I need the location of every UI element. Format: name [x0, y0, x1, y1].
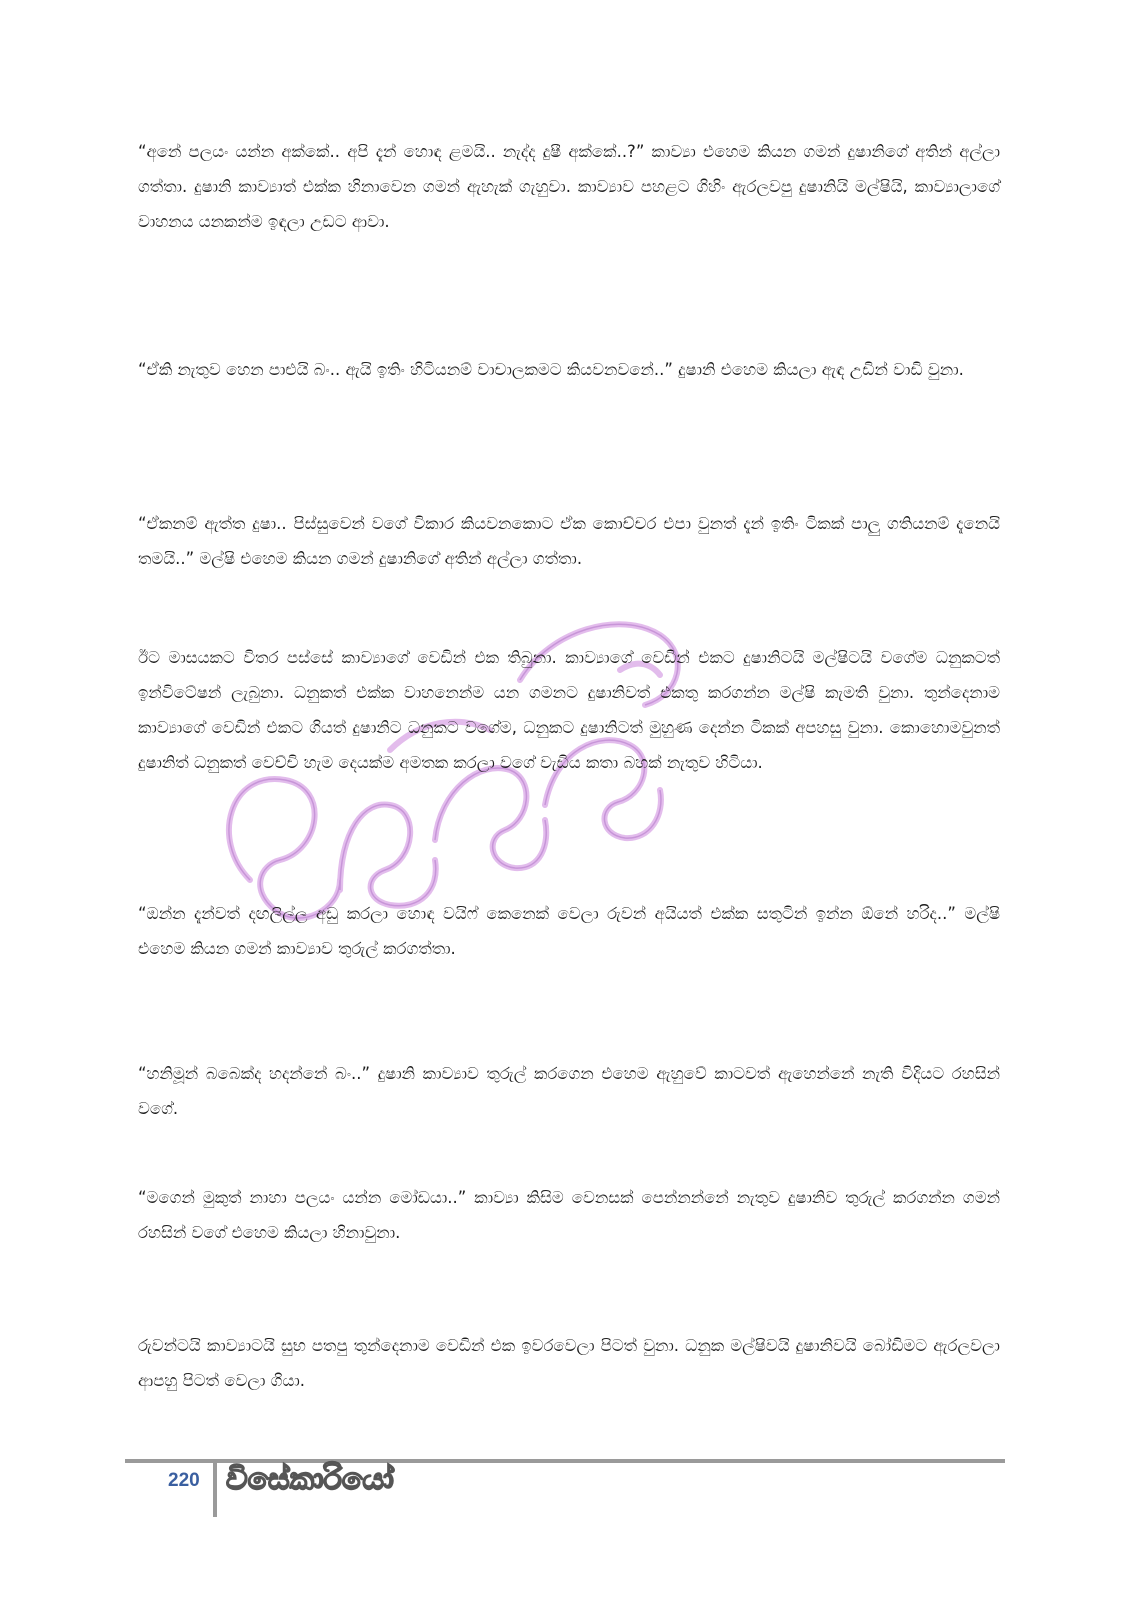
paragraph: “අනේ පලයං යන්න අක්කේ.. අපි දැන් හොඳ ළමයි.. නැද්ද දුෂී අක්කේ..?” කාව්‍යා එහෙම කියන ගමන් දුෂානිගේ අතින් අල්ලා ගත්තා. දුෂානි කාව්‍යාත් එක්ක හිනාවෙන ගමන් ඇහැක් ගැහුවා. කාව්‍යාව පහළට ගිහිං ඇරලවපු දුෂානියි මල්ෂියි, කාව්‍යාලාගේ වාහනය යනකන්ම ඉඳලා උඩට ආවා. [138, 142, 1000, 231]
paragraph: “හනිමූන් බබෙක්ද හදන්නේ බං..” දුෂානි කාව්‍යාව තුරුල් කරගෙන එහෙම ඇහුවේ කාටවත් ඇහෙන්නේ නැති විදියට රහසින් වගේ. [138, 1064, 1000, 1118]
paragraph: “මගෙන් මුකුත් නාහා පලයං යන්න මෝඩයා..” කාව්‍යා කිසිම වෙනසක් පෙන්නන්නේ නැතුව දුෂානිව තුරුල් කරගන්න ගමන් රහසින් වගේ එහෙම කියලා හිනාවුනා. [138, 1188, 1000, 1242]
paragraph: ඊට මාසයකට විතර පස්සේ කාව්‍යාගේ වෙඩින් එක තිබුනා. කාව්‍යාගේ වෙඩින් එකට දුෂානිටයි මල්ෂිටයි වගේම ධනුකටත් ඉන්විටේෂන් ලැබුනා. ධනුකත් එක්ක වාහනෙන්ම යන ගමනට දුෂානිවත් එකතු කරගන්න මල්ෂි කැමති වුනා. තුන්දෙනාම කාව්‍යාගේ වෙඩින් එකට ගියත් දුෂානිට ධනුකට වගේම, ධනුකට දුෂානිටත් මුහුණ දෙන්න ටිකක් අපහසු වුනා. කොහොමවුනත් දුෂානිත් ධනුකත් වෙච්චි හැම දෙයක්ම අමතක කරලා වගේ වැඩිය කතා බහක් නැතුව හිටියා. [138, 648, 1000, 772]
footer-book-title: විසේකාරියෝ [226, 1462, 394, 1497]
paragraph: “ඒකනම් ඇත්ත දුෂා.. පිස්සුවෙන් වගේ විකාර කියවනකොට ඒක කොච්චර එපා වුනත් දැන් ඉතිං ටිකක් පාලු ගතියනම් දැනෙයි තමයි..” මල්ෂි එහෙම කියන ගමන් දුෂානිගේ අතින් අල්ලා ගත්තා. [138, 514, 1000, 568]
paragraph: රුවන්ටයි කාව්‍යාටයි සුභ පතපු තුන්දෙනාම වෙඩින් එක ඉවරවෙලා පිටත් වුනා. ධනුක මල්ෂිවයි දුෂානිවයි බෝඩිමට ඇරලවලා ආපහු පිටත් වෙලා ගියා. [138, 1336, 1000, 1390]
paragraph: “ඒකි නැතුව හෙන පාළුයි බං.. ඇයි ඉතිං හිටියනම් වාචාලකමට කියවනවනේ..” දුෂානි එහෙම කියලා ඇඳ උඩින් වාඩි වුනා. [138, 360, 964, 379]
page-number: 220 [168, 1470, 200, 1491]
footer-vertical-divider [213, 1459, 217, 1517]
paragraph: “ඔන්න දැන්වත් දඟලිල්ල අඩු කරලා හොඳ වයිෆ් කෙනෙක් වෙලා රුවන් අයියත් එක්ක සතුටින් ඉන්න ඕනේ හරිද..” මල්ෂි එහෙම කියන ගමන් කාව්‍යාව තුරුල් කරගත්තා. [138, 904, 1000, 958]
